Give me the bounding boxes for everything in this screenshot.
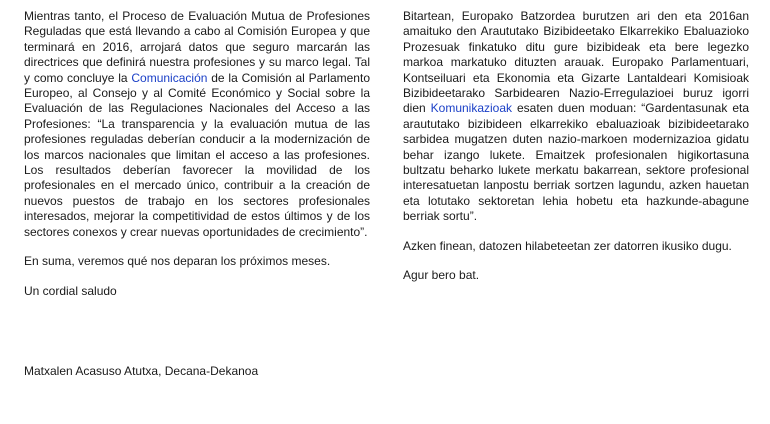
basque-body-paragraph [403,9,749,225]
comunicacion-link[interactable]: Comunicación [131,70,208,85]
spanish-body-paragraph [24,9,370,240]
spanish-greeting: Un cordial saludo [24,283,117,298]
basque-body-text-end: esaten duen moduan: “Gardentasunak eta araututako bizibideen elkarrekiko ebaluazioak bizibideetarako sarbidea mugatzen duten nazio-markoen modernizazioa gidatu behar izango lukete. Emaitzek profesionalen higikortasuna bultzatu beharko lukete merkatu bakarrean, sektore profesional interesatuetan lanpostu berriak sortzen lagundu, azken hauetan eta lotutako sektoretan lehia hobetu eta hazkunde-abagune berriak sortu”. [403,101,749,224]
basque-greeting: Agur bero bat. [403,268,480,283]
spanish-closing-line: En suma, veremos qué nos deparan los próximos meses. [24,254,331,269]
spanish-body-text-end: de la Comisión al Parlamento Europeo, al Consejo y al Comité Económico y Social sobre la Evaluación de las Regulaciones Nacionales del Acceso a las Profesiones: “La transparencia y la evaluación mutua de las profesiones reguladas deberían conducir a la modernización de los marcos nacionales que limitan el acceso a las profesiones. Los resultados deberían favorecer la movilidad de los profesionales en el mercado único, contribuir a la creación de nuevos puestos de trabajo en los sectores profesionales interesados, mejorar la competitividad de estos últimos y de los sectores conexos y crear nuevas oportunidades de crecimiento”. [24,70,370,239]
spanish-column [24,9,370,313]
komunikazioak-link[interactable]: Komunikazioak [430,101,513,116]
signature: Matxalen Acasuso Atutxa, Decana-Dekanoa [24,364,259,378]
basque-column [403,9,749,298]
spanish-body-text-start: Mientras tanto, el Proceso de Evaluación Mutua de Profesiones Reguladas que está llevando a cabo al Comisión Europea y que terminará en 2016, arrojará datos que seguro marcarán las directrices que definirá nuestra profesiones y su marco legal. Tal y como concluye la [24,9,370,85]
basque-body-text-start: Bitartean, Europako Batzordea burutzen ari den eta 2016an amaituko den Araututako Bizibideetako Elkarrekiko Ebaluazioko Prozesuak finkatuko ditu gure bizibideak eta bere legezko markoa markatuko dituzten arauak. Europako Parlamentuari, Kontseiluari eta Ekonomia eta Gizarte Lantaldeari Komisioak Bizibideetarako Sarbidearen Nazio-Erregulazioei buruz igorri dien [403,9,749,116]
basque-closing-line: Azken finean, datozen hilabeteetan zer datorren ikusiko dugu. [403,238,732,253]
